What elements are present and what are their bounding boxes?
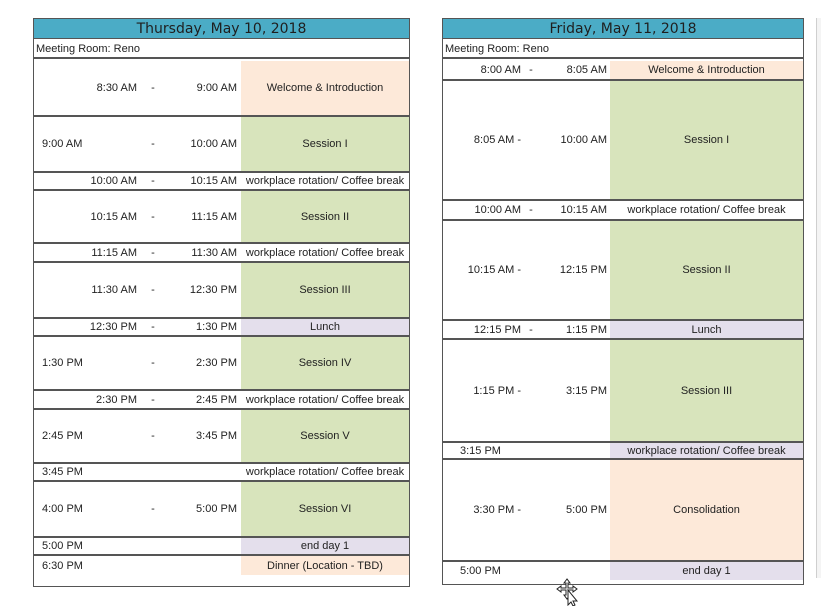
activity-cell: Session II bbox=[610, 221, 803, 319]
activity-cell: workplace rotation/ Coffee break bbox=[241, 244, 409, 261]
activity-cell: end day 1 bbox=[241, 538, 409, 554]
end-time: 3:45 PM bbox=[196, 430, 237, 442]
start-time: 1:30 PM bbox=[42, 357, 83, 369]
schedule-row bbox=[34, 337, 409, 391]
start-time: 5:00 PM bbox=[460, 565, 501, 577]
schedule-row bbox=[34, 538, 409, 556]
schedule-row bbox=[34, 117, 409, 173]
start-time: 6:30 PM bbox=[42, 559, 83, 572]
activity-cell: Welcome & Introduction bbox=[610, 61, 803, 79]
time-separator: - bbox=[151, 82, 155, 94]
end-time: 11:30 AM bbox=[191, 246, 237, 259]
activity-cell: Session IV bbox=[241, 337, 409, 389]
time-separator: - bbox=[151, 175, 155, 187]
start-time: 5:00 PM bbox=[42, 540, 83, 552]
end-time: 2:30 PM bbox=[196, 357, 237, 369]
end-time bbox=[165, 464, 239, 480]
schedule-row bbox=[34, 410, 409, 464]
activity-cell: workplace rotation/ Coffee break bbox=[241, 173, 409, 189]
end-time bbox=[165, 538, 239, 554]
time-separator bbox=[523, 81, 539, 199]
thursday-meeting-room: Meeting Room: Reno bbox=[34, 40, 409, 59]
friday-title: Friday, May 11, 2018 bbox=[443, 19, 803, 39]
start-time: 3:15 PM bbox=[460, 444, 501, 457]
time-separator: - bbox=[151, 321, 155, 333]
start-time: 8:05 AM - bbox=[473, 134, 521, 146]
schedule-row bbox=[34, 263, 409, 319]
activity-cell: Lunch bbox=[610, 321, 803, 338]
time-separator: - bbox=[151, 138, 155, 150]
end-time bbox=[165, 556, 239, 575]
end-time: 5:00 PM bbox=[196, 503, 237, 515]
activity-cell: Session III bbox=[241, 263, 409, 317]
time-separator bbox=[523, 340, 539, 441]
schedule-row bbox=[443, 201, 803, 221]
time-separator bbox=[141, 464, 165, 480]
start-time: 12:15 PM bbox=[473, 323, 521, 336]
end-time: 8:05 AM bbox=[566, 64, 607, 76]
thursday-title: Thursday, May 10, 2018 bbox=[34, 19, 409, 39]
schedule-row bbox=[34, 61, 409, 117]
schedule-row bbox=[443, 562, 803, 580]
thursday-schedule-table bbox=[33, 18, 410, 587]
activity-cell: Session VI bbox=[241, 482, 409, 536]
start-time: 2:45 PM bbox=[42, 430, 83, 442]
schedule-row bbox=[34, 244, 409, 263]
time-separator: - bbox=[151, 246, 155, 259]
end-time: 2:45 PM bbox=[196, 393, 237, 406]
schedule-row bbox=[443, 340, 803, 443]
start-time: 2:30 PM bbox=[96, 393, 137, 406]
time-separator bbox=[523, 443, 539, 458]
schedule-row bbox=[34, 319, 409, 337]
activity-cell: Session I bbox=[241, 117, 409, 171]
time-separator: - bbox=[151, 503, 155, 515]
activity-cell: Lunch bbox=[241, 319, 409, 335]
start-time: 8:30 AM bbox=[96, 82, 137, 94]
time-separator: - bbox=[151, 357, 155, 369]
end-time bbox=[539, 443, 609, 458]
activity-cell: workplace rotation/ Coffee break bbox=[241, 464, 409, 480]
activity-cell: Welcome & Introduction bbox=[241, 61, 409, 115]
time-separator: - bbox=[151, 284, 155, 296]
activity-cell: Session V bbox=[241, 410, 409, 462]
activity-cell: Session III bbox=[610, 340, 803, 441]
start-time: 9:00 AM bbox=[42, 138, 83, 150]
end-time: 11:15 AM bbox=[191, 210, 237, 223]
schedule-row bbox=[34, 173, 409, 191]
schedule-row bbox=[443, 321, 803, 340]
time-separator bbox=[523, 460, 539, 560]
time-separator: - bbox=[529, 204, 533, 216]
friday-meeting-room: Meeting Room: Reno bbox=[443, 40, 803, 59]
schedule-row bbox=[443, 61, 803, 81]
activity-cell: Consolidation bbox=[610, 460, 803, 560]
friday-schedule-table bbox=[442, 18, 804, 585]
time-separator: - bbox=[151, 210, 155, 223]
time-separator: - bbox=[529, 323, 533, 336]
end-time: 10:00 AM bbox=[190, 138, 237, 150]
end-time: 12:15 PM bbox=[559, 264, 607, 276]
start-time: 4:00 PM bbox=[42, 503, 83, 515]
time-separator bbox=[523, 562, 539, 580]
schedule-row bbox=[34, 482, 409, 538]
start-time: 10:00 AM bbox=[474, 204, 521, 216]
activity-cell: Session II bbox=[241, 191, 409, 242]
activity-cell: workplace rotation/ Coffee break bbox=[241, 391, 409, 408]
schedule-row bbox=[34, 391, 409, 410]
end-time: 1:15 PM bbox=[566, 323, 607, 336]
start-time: 10:00 AM bbox=[90, 175, 137, 187]
start-time: 8:00 AM bbox=[480, 64, 521, 76]
end-time: 10:15 AM bbox=[560, 204, 607, 216]
time-separator bbox=[141, 538, 165, 554]
start-time: 10:15 AM - bbox=[467, 264, 521, 276]
end-time: 12:30 PM bbox=[189, 284, 237, 296]
time-separator bbox=[523, 221, 539, 319]
activity-cell: Dinner (Location - TBD) bbox=[241, 556, 409, 575]
start-time: 12:30 PM bbox=[89, 321, 137, 333]
schedule-row bbox=[34, 556, 409, 575]
end-time: 5:00 PM bbox=[566, 504, 607, 516]
schedule-row bbox=[443, 81, 803, 201]
end-time: 9:00 AM bbox=[196, 82, 237, 94]
activity-cell: workplace rotation/ Coffee break bbox=[610, 201, 803, 219]
schedule-row bbox=[34, 191, 409, 244]
activity-cell: end day 1 bbox=[610, 562, 803, 580]
end-time: 10:00 AM bbox=[560, 134, 607, 146]
vertical-scrollbar[interactable] bbox=[816, 18, 821, 578]
start-time: 3:30 PM - bbox=[473, 504, 521, 516]
move-cursor-icon bbox=[556, 578, 582, 606]
start-time: 11:30 AM bbox=[91, 284, 137, 296]
schedule-row bbox=[443, 460, 803, 562]
schedule-row bbox=[443, 443, 803, 460]
time-separator: - bbox=[151, 393, 155, 406]
activity-cell: workplace rotation/ Coffee break bbox=[610, 443, 803, 458]
start-time: 1:15 PM - bbox=[473, 384, 521, 397]
time-separator: - bbox=[529, 64, 533, 76]
end-time: 10:15 AM bbox=[190, 175, 237, 187]
start-time: 3:45 PM bbox=[42, 466, 83, 478]
activity-cell: Session I bbox=[610, 81, 803, 199]
end-time: 1:30 PM bbox=[196, 321, 237, 333]
schedule-row bbox=[34, 464, 409, 482]
schedule-row bbox=[443, 221, 803, 321]
time-separator bbox=[141, 556, 165, 575]
start-time: 10:15 AM bbox=[90, 210, 137, 223]
time-separator: - bbox=[151, 430, 155, 442]
start-time: 11:15 AM bbox=[91, 246, 137, 259]
end-time: 3:15 PM bbox=[566, 384, 607, 397]
